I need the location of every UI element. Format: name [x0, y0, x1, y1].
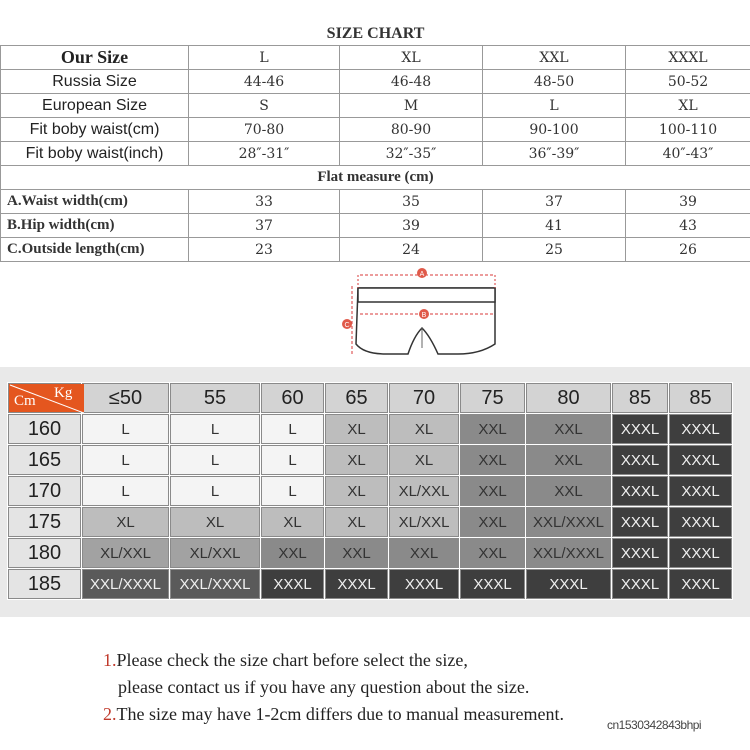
- size-cell: 32″-35″: [340, 142, 483, 166]
- size-cell: XXXL: [612, 476, 669, 507]
- size-cell: 90-100: [483, 118, 626, 142]
- weight-header: 60: [261, 383, 325, 414]
- size-cell: XXXL: [612, 445, 669, 476]
- size-cell: XL/XXL: [389, 507, 460, 538]
- size-cell: XXXL: [669, 476, 733, 507]
- size-cell: XXL: [526, 476, 612, 507]
- size-cell: 28″-31″: [189, 142, 340, 166]
- size-cell: XL: [325, 476, 389, 507]
- weight-header: 85: [612, 383, 669, 414]
- note-2-text: The size may have 1-2cm differs due to manual measurement.: [116, 704, 565, 724]
- marker-c-label: C: [344, 322, 350, 329]
- weight-header: 75: [460, 383, 526, 414]
- watermark: cn1530342843bhpi: [607, 718, 702, 732]
- size-cell: XXL: [261, 538, 325, 569]
- waistband: [358, 288, 495, 302]
- row-label: B.Hip width(cm): [1, 214, 189, 238]
- weight-height-chart: [7, 382, 733, 600]
- size-cell: XXL: [460, 476, 526, 507]
- corner-header: [8, 383, 82, 414]
- size-cell: L: [483, 94, 626, 118]
- size-cell: XL: [626, 94, 750, 118]
- size-cell: XXXL: [325, 569, 389, 600]
- size-cell: XXL: [460, 507, 526, 538]
- size-chart-table: [0, 22, 750, 262]
- height-row-170: [8, 476, 733, 507]
- size-cell: XXXL: [612, 569, 669, 600]
- row-label: European Size: [1, 94, 189, 118]
- size-cell: 80-90: [340, 118, 483, 142]
- size-cell: XL: [389, 445, 460, 476]
- size-cell: 26: [626, 238, 750, 262]
- size-chart-title: SIZE CHART: [1, 22, 750, 46]
- size-col-header: XXXL: [626, 46, 750, 70]
- flat-row-length: [1, 238, 750, 262]
- note-1-number: 1.: [103, 650, 117, 670]
- size-cell: XXXL: [669, 507, 733, 538]
- size-cell: 37: [189, 214, 340, 238]
- size-cell: 37: [483, 190, 626, 214]
- size-cell: XXL: [325, 538, 389, 569]
- size-cell: L: [170, 414, 261, 445]
- size-cell: XXL/XXXL: [82, 569, 170, 600]
- size-cell: XL: [261, 507, 325, 538]
- size-cell: 24: [340, 238, 483, 262]
- flat-row-hip: [1, 214, 750, 238]
- note-1: [103, 650, 468, 671]
- marker-a-label: A: [419, 271, 425, 278]
- size-cell: XXL: [460, 414, 526, 445]
- size-cell: L: [170, 445, 261, 476]
- note-1-continuation: please contact us if you have any question about the size.: [118, 677, 530, 697]
- row-label: A.Waist width(cm): [1, 190, 189, 214]
- size-row-waist-inch: [1, 142, 750, 166]
- size-cell: L: [170, 476, 261, 507]
- marker-b-label: B: [421, 312, 427, 319]
- size-cell: L: [82, 445, 170, 476]
- size-cell: S: [189, 94, 340, 118]
- size-cell: 46-48: [340, 70, 483, 94]
- our-size-label: Our Size: [1, 46, 189, 70]
- size-cell: XXXL: [669, 414, 733, 445]
- size-cell: XL: [170, 507, 261, 538]
- note-2: [103, 704, 564, 725]
- size-cell: XL: [325, 507, 389, 538]
- size-cell: XXXL: [669, 569, 733, 600]
- height-row-175: [8, 507, 733, 538]
- height-row-165: [8, 445, 733, 476]
- weight-unit-label: Kg: [54, 385, 73, 401]
- size-cell: XL/XXL: [170, 538, 261, 569]
- size-row-waist-cm: [1, 118, 750, 142]
- note-1-text: Please check the size chart before select the size,: [116, 650, 468, 670]
- size-cell: L: [261, 476, 325, 507]
- size-cell: 23: [189, 238, 340, 262]
- row-label: Fit boby waist(inch): [1, 142, 189, 166]
- height-row-185: [8, 569, 733, 600]
- row-label: C.Outside length(cm): [1, 238, 189, 262]
- size-cell: 50-52: [626, 70, 750, 94]
- size-cell: XXL: [460, 538, 526, 569]
- size-cell: XXXL: [261, 569, 325, 600]
- height-header: 180: [8, 538, 82, 569]
- size-cell: 25: [483, 238, 626, 262]
- size-cell: XL/XXL: [82, 538, 170, 569]
- size-cell: L: [261, 414, 325, 445]
- size-cell: XXXL: [460, 569, 526, 600]
- height-header: 175: [8, 507, 82, 538]
- weight-header: 85: [669, 383, 733, 414]
- row-label: Russia Size: [1, 70, 189, 94]
- size-col-header: L: [189, 46, 340, 70]
- size-cell: L: [261, 445, 325, 476]
- size-cell: L: [82, 476, 170, 507]
- size-cell: 48-50: [483, 70, 626, 94]
- weight-header: ≤50: [82, 383, 170, 414]
- size-cell: XL/XXL: [389, 476, 460, 507]
- height-unit-label: Cm: [14, 393, 36, 409]
- size-cell: 39: [626, 190, 750, 214]
- size-row-european: [1, 94, 750, 118]
- size-cell: XXL: [460, 445, 526, 476]
- size-cell: 39: [340, 214, 483, 238]
- weight-header: 80: [526, 383, 612, 414]
- size-cell: XL: [82, 507, 170, 538]
- size-cell: XXL: [526, 414, 612, 445]
- size-cell: 41: [483, 214, 626, 238]
- size-cell: L: [82, 414, 170, 445]
- size-cell: XXL: [526, 445, 612, 476]
- size-cell: XXXL: [612, 507, 669, 538]
- height-row-160: [8, 414, 733, 445]
- size-row-russia: [1, 70, 750, 94]
- height-header: 160: [8, 414, 82, 445]
- size-cell: XL: [389, 414, 460, 445]
- size-cell: 100-110: [626, 118, 750, 142]
- note-2-number: 2.: [103, 704, 117, 724]
- size-cell: M: [340, 94, 483, 118]
- size-cell: XXXL: [389, 569, 460, 600]
- size-col-header: XL: [340, 46, 483, 70]
- size-cell: XL: [325, 414, 389, 445]
- flat-row-waist: [1, 190, 750, 214]
- size-cell: XXL: [389, 538, 460, 569]
- size-cell: 43: [626, 214, 750, 238]
- size-cell: 36″-39″: [483, 142, 626, 166]
- size-cell: XXL/XXXL: [526, 507, 612, 538]
- weight-header: 65: [325, 383, 389, 414]
- weight-header: 70: [389, 383, 460, 414]
- size-cell: 35: [340, 190, 483, 214]
- row-label: Fit boby waist(cm): [1, 118, 189, 142]
- size-cell: XXL/XXXL: [170, 569, 261, 600]
- size-cell: XXL/XXXL: [526, 538, 612, 569]
- size-cell: 44-46: [189, 70, 340, 94]
- size-cell: XXXL: [669, 538, 733, 569]
- size-cell: 40″-43″: [626, 142, 750, 166]
- size-cell: 70-80: [189, 118, 340, 142]
- height-header: 165: [8, 445, 82, 476]
- size-cell: XXXL: [612, 538, 669, 569]
- height-header: 185: [8, 569, 82, 600]
- weight-header: 55: [170, 383, 261, 414]
- size-cell: XXXL: [526, 569, 612, 600]
- size-cell: XXXL: [612, 414, 669, 445]
- size-cell: XL: [325, 445, 389, 476]
- size-cell: XXXL: [669, 445, 733, 476]
- height-header: 170: [8, 476, 82, 507]
- size-col-header: XXL: [483, 46, 626, 70]
- size-cell: 33: [189, 190, 340, 214]
- underwear-measurement-diagram: [330, 266, 500, 366]
- flat-measure-title: Flat measure (cm): [1, 166, 750, 190]
- height-row-180: [8, 538, 733, 569]
